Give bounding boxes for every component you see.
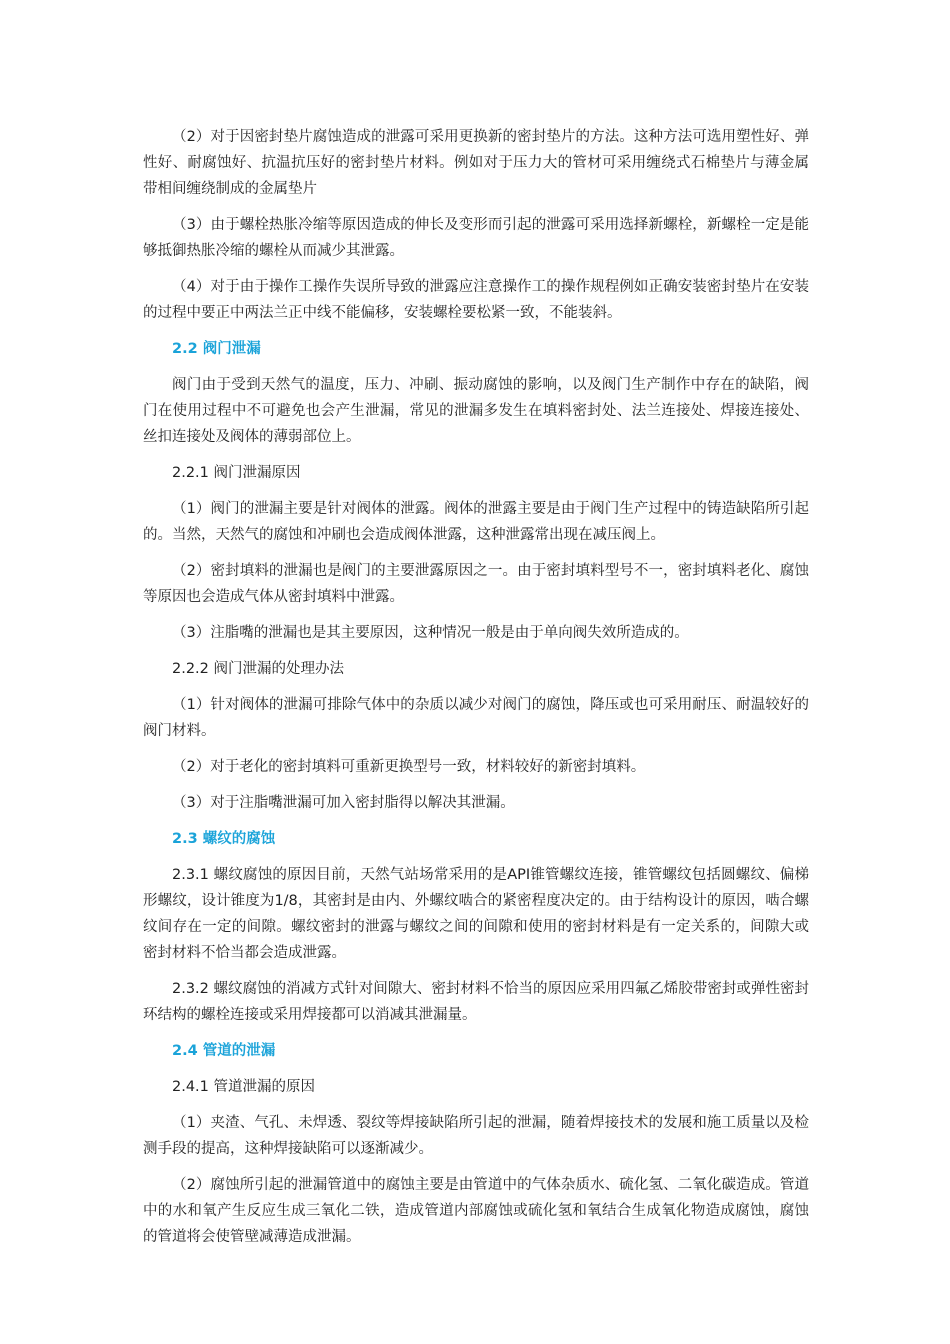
paragraph-corrosion-leak: （2）腐蚀所引起的泄漏管道中的腐蚀主要是由管道中的气体杂质水、硫化氢、二氧化碳造成。管道中的水和氧产生反应生成三氧化二铁，造成管道内部腐蚀或硫化氢和氧结合生成氧化物造成腐蚀，腐蚀的管道将会使管壁减薄造成泄漏。	[143, 1177, 809, 1245]
subsection-valve-leak-treatment: 2.2.2 阀门泄漏的处理办法	[172, 661, 345, 677]
paragraph-packing-leak: （2）密封填料的泄漏也是阀门的主要泄露原因之一。由于密封填料型号不一，密封填料老化、腐蚀等原因也会造成气体从密封填料中泄露。	[143, 563, 809, 605]
subsection-pipeline-leak-causes: 2.4.1 管道泄漏的原因	[172, 1079, 316, 1095]
subsection-valve-leak-causes: 2.2.1 阀门泄漏原因	[172, 465, 301, 481]
paragraph-packing-treatment: （2）对于老化的密封填料可重新更换型号一致，材料较好的新密封填料。	[172, 759, 646, 775]
paragraph-gasket-replacement: （2）对于因密封垫片腐蚀造成的泄露可采用更换新的密封垫片的方法。这种方法可选用塑性好、弹性好、耐腐蚀好、抗温抗压好的密封垫片材料。例如对于压力大的管材可采用缠绕式石棉垫片与薄金属带相间缠绕制成的金属垫片	[143, 129, 809, 197]
paragraph-new-bolts: （3）由于螺栓热胀冷缩等原因造成的伸长及变形而引起的泄露可采用选择新螺栓，新螺栓一定是能够抵御热胀冷缩的螺栓从而减少其泄露。	[143, 217, 809, 259]
paragraph-welding-defects: （1）夹渣、气孔、未焊透、裂纹等焊接缺陷所引起的泄漏，随着焊接技术的发展和施工质量以及检测手段的提高，这种焊接缺陷可以逐渐减少。	[143, 1115, 809, 1157]
paragraph-thread-corrosion-causes: 2.3.1 螺纹腐蚀的原因目前，天然气站场常采用的是API锥管螺纹连接，锥管螺纹包括圆螺纹、偏梯形螺纹，设计锥度为1/8，其密封是由内、外螺纹啮合的紧密程度决定的。由于结构设计的原因，啮合螺纹间存在一定的间隙。螺纹密封的泄露与螺纹之间的间隙和使用的密封材料是有一定关系的，间隙大或密封材料不恰当都会造成泄露。	[143, 867, 809, 961]
paragraph-valve-body-leak: （1）阀门的泄漏主要是针对阀体的泄露。阀体的泄露主要是由于阀门生产过程中的铸造缺陷所引起的。当然，天然气的腐蚀和冲刷也会造成阀体泄露，这种泄露常出现在减压阀上。	[143, 501, 809, 543]
paragraph-thread-corrosion-mitigation: 2.3.2 螺纹腐蚀的消减方式针对间隙大、密封材料不恰当的原因应采用四氟乙烯胶带密封或弹性密封环结构的螺栓连接或采用焊接都可以消减其泄漏量。	[143, 981, 809, 1023]
paragraph-operator-error: （4）对于由于操作工操作失误所导致的泄露应注意操作工的操作规程例如正确安装密封垫片在安装的过程中要正中两法兰正中线不能偏移，安装螺栓要松紧一致，不能装斜。	[143, 279, 809, 321]
paragraph-grease-nozzle-treatment: （3）对于注脂嘴泄漏可加入密封脂得以解决其泄漏。	[172, 795, 515, 811]
paragraph-valve-leak-intro: 阀门由于受到天然气的温度，压力、冲刷、振动腐蚀的影响，以及阀门生产制作中存在的缺陷，阀门在使用过程中不可避免也会产生泄漏，常见的泄漏多发生在填料密封处、法兰连接处、焊接连接处、丝扣连接处及阀体的薄弱部位上。	[143, 377, 809, 445]
section-heading-thread-corrosion: 2.3 螺纹的腐蚀	[172, 831, 276, 847]
document-page	[143, 124, 809, 1260]
paragraph-valve-body-treatment: （1）针对阀体的泄漏可排除气体中的杂质以减少对阀门的腐蚀，降压或也可采用耐压、耐温较好的阀门材料。	[143, 697, 809, 739]
section-heading-valve-leak: 2.2 阀门泄漏	[172, 341, 261, 357]
section-heading-pipeline-leak: 2.4 管道的泄漏	[172, 1043, 276, 1059]
paragraph-grease-nozzle-leak: （3）注脂嘴的泄漏也是其主要原因，这种情况一般是由于单向阀失效所造成的。	[172, 625, 689, 641]
